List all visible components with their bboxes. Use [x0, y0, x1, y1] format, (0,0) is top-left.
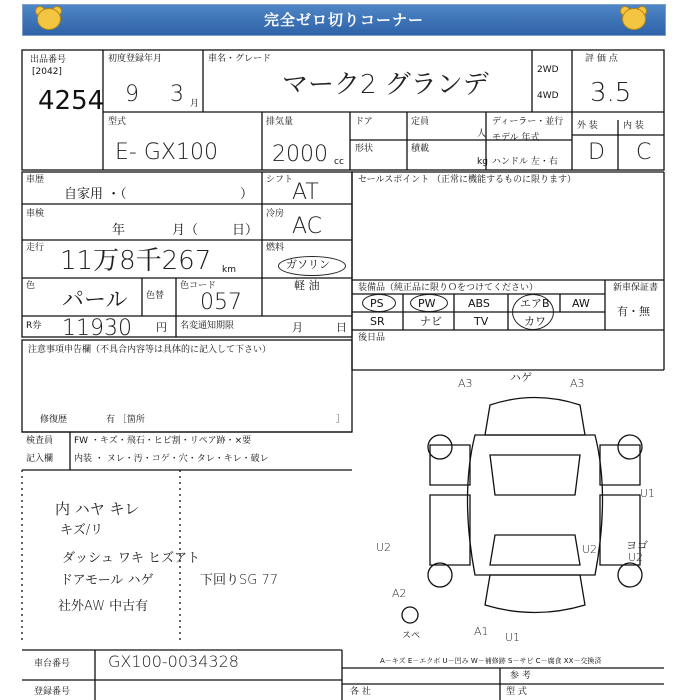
fuel-diesel: 軽 油 — [294, 279, 320, 292]
inspection-label: 車検 — [26, 209, 45, 219]
handle-label: ハンドル 左・右 — [492, 157, 558, 167]
option-pw: PW — [418, 297, 436, 310]
model-label: 型式 — [108, 117, 127, 127]
fuel-label: 燃料 — [266, 243, 285, 253]
windshield-outline — [490, 455, 580, 495]
left-rear-door-outline — [430, 495, 470, 565]
spare-tire-mark — [402, 607, 418, 623]
diagram-label-7: U2 — [582, 543, 598, 556]
diagram-label-6: A2 — [392, 587, 407, 600]
right-front-door-outline — [600, 445, 640, 485]
drive-4wd: 4WD — [537, 91, 559, 101]
fuel-gasoline: ガソリン — [286, 258, 330, 271]
spare-label: スペ — [402, 631, 421, 641]
diagram-label-2: ハゲ — [510, 371, 532, 384]
load-label: 積載 — [411, 144, 430, 154]
wheel-left-rear — [428, 563, 452, 587]
first-registration-label: 初度登録年月 — [108, 54, 163, 64]
equipment-label: 装備品（純正品に限りＯをつけてください） — [358, 283, 539, 293]
ps-circle-mark — [362, 294, 396, 312]
wheel-left-front — [428, 435, 452, 459]
option-abs: ABS — [468, 297, 490, 310]
category-label: 車歴 — [26, 175, 45, 185]
lot-sequence: [2042] — [32, 67, 62, 77]
diagram-label-10: A1 — [474, 625, 489, 638]
color-code: 057 — [200, 290, 242, 315]
diagram-label-1: A3 — [458, 377, 473, 390]
inspection-month: 月（ — [172, 223, 199, 238]
undercarriage-note: 下回りSG 77 — [200, 573, 279, 588]
left-front-door-outline — [430, 445, 470, 485]
category-value: 自家用 ・（ — [64, 187, 127, 202]
after-items-label: 後日品 — [358, 333, 386, 343]
month-unit: 月 — [190, 99, 200, 109]
car-damage-diagram — [380, 375, 670, 645]
shift-label: シフト — [266, 175, 294, 185]
lot-label: 出品番号 — [30, 55, 67, 65]
shape-label: 形状 — [355, 144, 374, 154]
recycle-value: 11930 — [62, 316, 132, 341]
mileage-value: 11万8千267 — [60, 246, 212, 276]
rear-window-outline — [490, 535, 580, 565]
door-label: ドア — [355, 117, 373, 127]
displacement-value: 2000 — [272, 142, 328, 167]
exterior-label: 外 装 — [577, 121, 598, 131]
record-label: 記入欄 — [26, 454, 54, 464]
car-rear-outline — [485, 575, 585, 613]
km-unit: km — [222, 265, 236, 275]
option-ps: PS — [370, 297, 384, 310]
damage-legend: A－キズ E－エクボ U－凹み W－補修跡 S－サビ C－腐食 XX－交換済 — [380, 657, 602, 665]
cc-unit: cc — [334, 157, 344, 167]
kg-unit: kg — [477, 157, 488, 167]
frame-number: GX100-0034328 — [108, 652, 239, 671]
inspection-day: 日） — [232, 223, 259, 238]
car-front-outline — [485, 398, 585, 436]
model-year-label: モデル 年式 — [492, 133, 540, 143]
diagram-label-5: U2 — [376, 541, 392, 554]
repair-history-label: 修復歴 — [40, 415, 68, 425]
pw-circle-mark — [410, 294, 448, 312]
ac-value: AC — [292, 214, 323, 239]
color-label: 色 — [26, 281, 36, 291]
option-leather: カワ — [524, 315, 546, 328]
wheel-right-front — [618, 435, 642, 459]
registration-year: 9 — [125, 82, 139, 107]
wheel-right-rear — [618, 563, 642, 587]
interior-grade: C — [636, 140, 652, 165]
repair-history-value: 有 ［箇所 — [106, 415, 145, 425]
ac-label: 冷房 — [266, 209, 285, 219]
color-value: パール — [62, 288, 128, 313]
diagram-label-8: ヨゴ — [626, 539, 648, 552]
transfer-month: 月 — [292, 321, 303, 334]
banner-title: 完全ゼロ切りコーナー — [263, 11, 424, 29]
frame-number-label: 車台番号 — [34, 659, 71, 669]
note-line-3: ダッシュ ワキ ヒズアト — [62, 551, 201, 566]
diagram-label-3: A3 — [570, 377, 585, 390]
transfer-label: 名変通知期限 — [180, 321, 235, 331]
note-line-5: 社外AW 中古有 — [58, 599, 149, 614]
note-line-1: 内 ハヤ キレ — [55, 500, 140, 518]
drive-2wd: 2WD — [537, 65, 559, 75]
model-reference-label: 型 式 — [506, 687, 527, 697]
capacity-unit: 人 — [477, 129, 487, 139]
car-name-label: 車名・グレード — [208, 54, 272, 64]
option-airbag: エアB — [520, 297, 550, 310]
note-line-4: ドアモール ハゲ — [60, 573, 154, 588]
registration-number-label: 登録番号 — [34, 687, 71, 697]
registration-month: 3 — [170, 82, 184, 107]
airbag-circle-mark — [512, 294, 554, 330]
note-line-2: キズ/リ — [60, 523, 104, 538]
reference-sub-label: 各 社 — [350, 687, 371, 697]
mileage-label: 走行 — [26, 243, 45, 253]
category-close: ） — [240, 187, 254, 202]
dealer-label: ディーラー・並行 — [492, 117, 564, 127]
declaration-label: 注意事項申告欄（不具合内容等は具体的に記入して下さい） — [28, 345, 272, 355]
color-code-label: 色コード — [180, 281, 217, 291]
diagram-label-4: U1 — [640, 487, 656, 500]
warranty-value: 有・無 — [617, 305, 650, 318]
reference-label: 参 考 — [510, 671, 531, 681]
color-swap-label: 色替 — [146, 291, 165, 301]
lot-number: 4254 — [38, 86, 105, 116]
check-row-exterior: FW ・キズ・飛石・ヒビ割・リペア跡・×要 — [74, 436, 252, 446]
model-code: E- GX100 — [115, 140, 218, 165]
option-aw: AW — [572, 297, 590, 310]
inspection-year: 年 — [112, 223, 126, 238]
car-name: マーク2 グランデ — [282, 70, 489, 100]
transfer-day: 日 — [336, 321, 347, 334]
interior-label: 内 装 — [623, 121, 644, 131]
yen-unit: 円 — [156, 321, 167, 334]
overall-grade: 3.5 — [590, 78, 632, 108]
displacement-label: 排気量 — [266, 117, 294, 127]
repair-history-close: ］ — [336, 415, 346, 425]
sales-point-label: セールスポイント （正常に機能するものに限ります） — [358, 175, 577, 185]
option-navi: ナビ — [420, 315, 442, 328]
option-tv: TV — [474, 315, 489, 328]
recycle-label: R券 — [26, 321, 42, 331]
diagram-label-9: U2 — [628, 551, 644, 564]
diagram-label-11: U1 — [505, 631, 521, 644]
capacity-label: 定員 — [411, 117, 430, 127]
warranty-label: 新車保証書 — [613, 283, 659, 293]
option-sr: SR — [370, 315, 385, 328]
grade-label: 評 価 点 — [585, 54, 618, 64]
inspector-label: 検査員 — [26, 436, 54, 446]
shift-value: AT — [292, 180, 319, 205]
check-row-interior: 内装 ・ ヌレ・汚・コゲ・穴・タレ・キレ・破レ — [74, 454, 269, 464]
exterior-grade: D — [588, 140, 605, 165]
